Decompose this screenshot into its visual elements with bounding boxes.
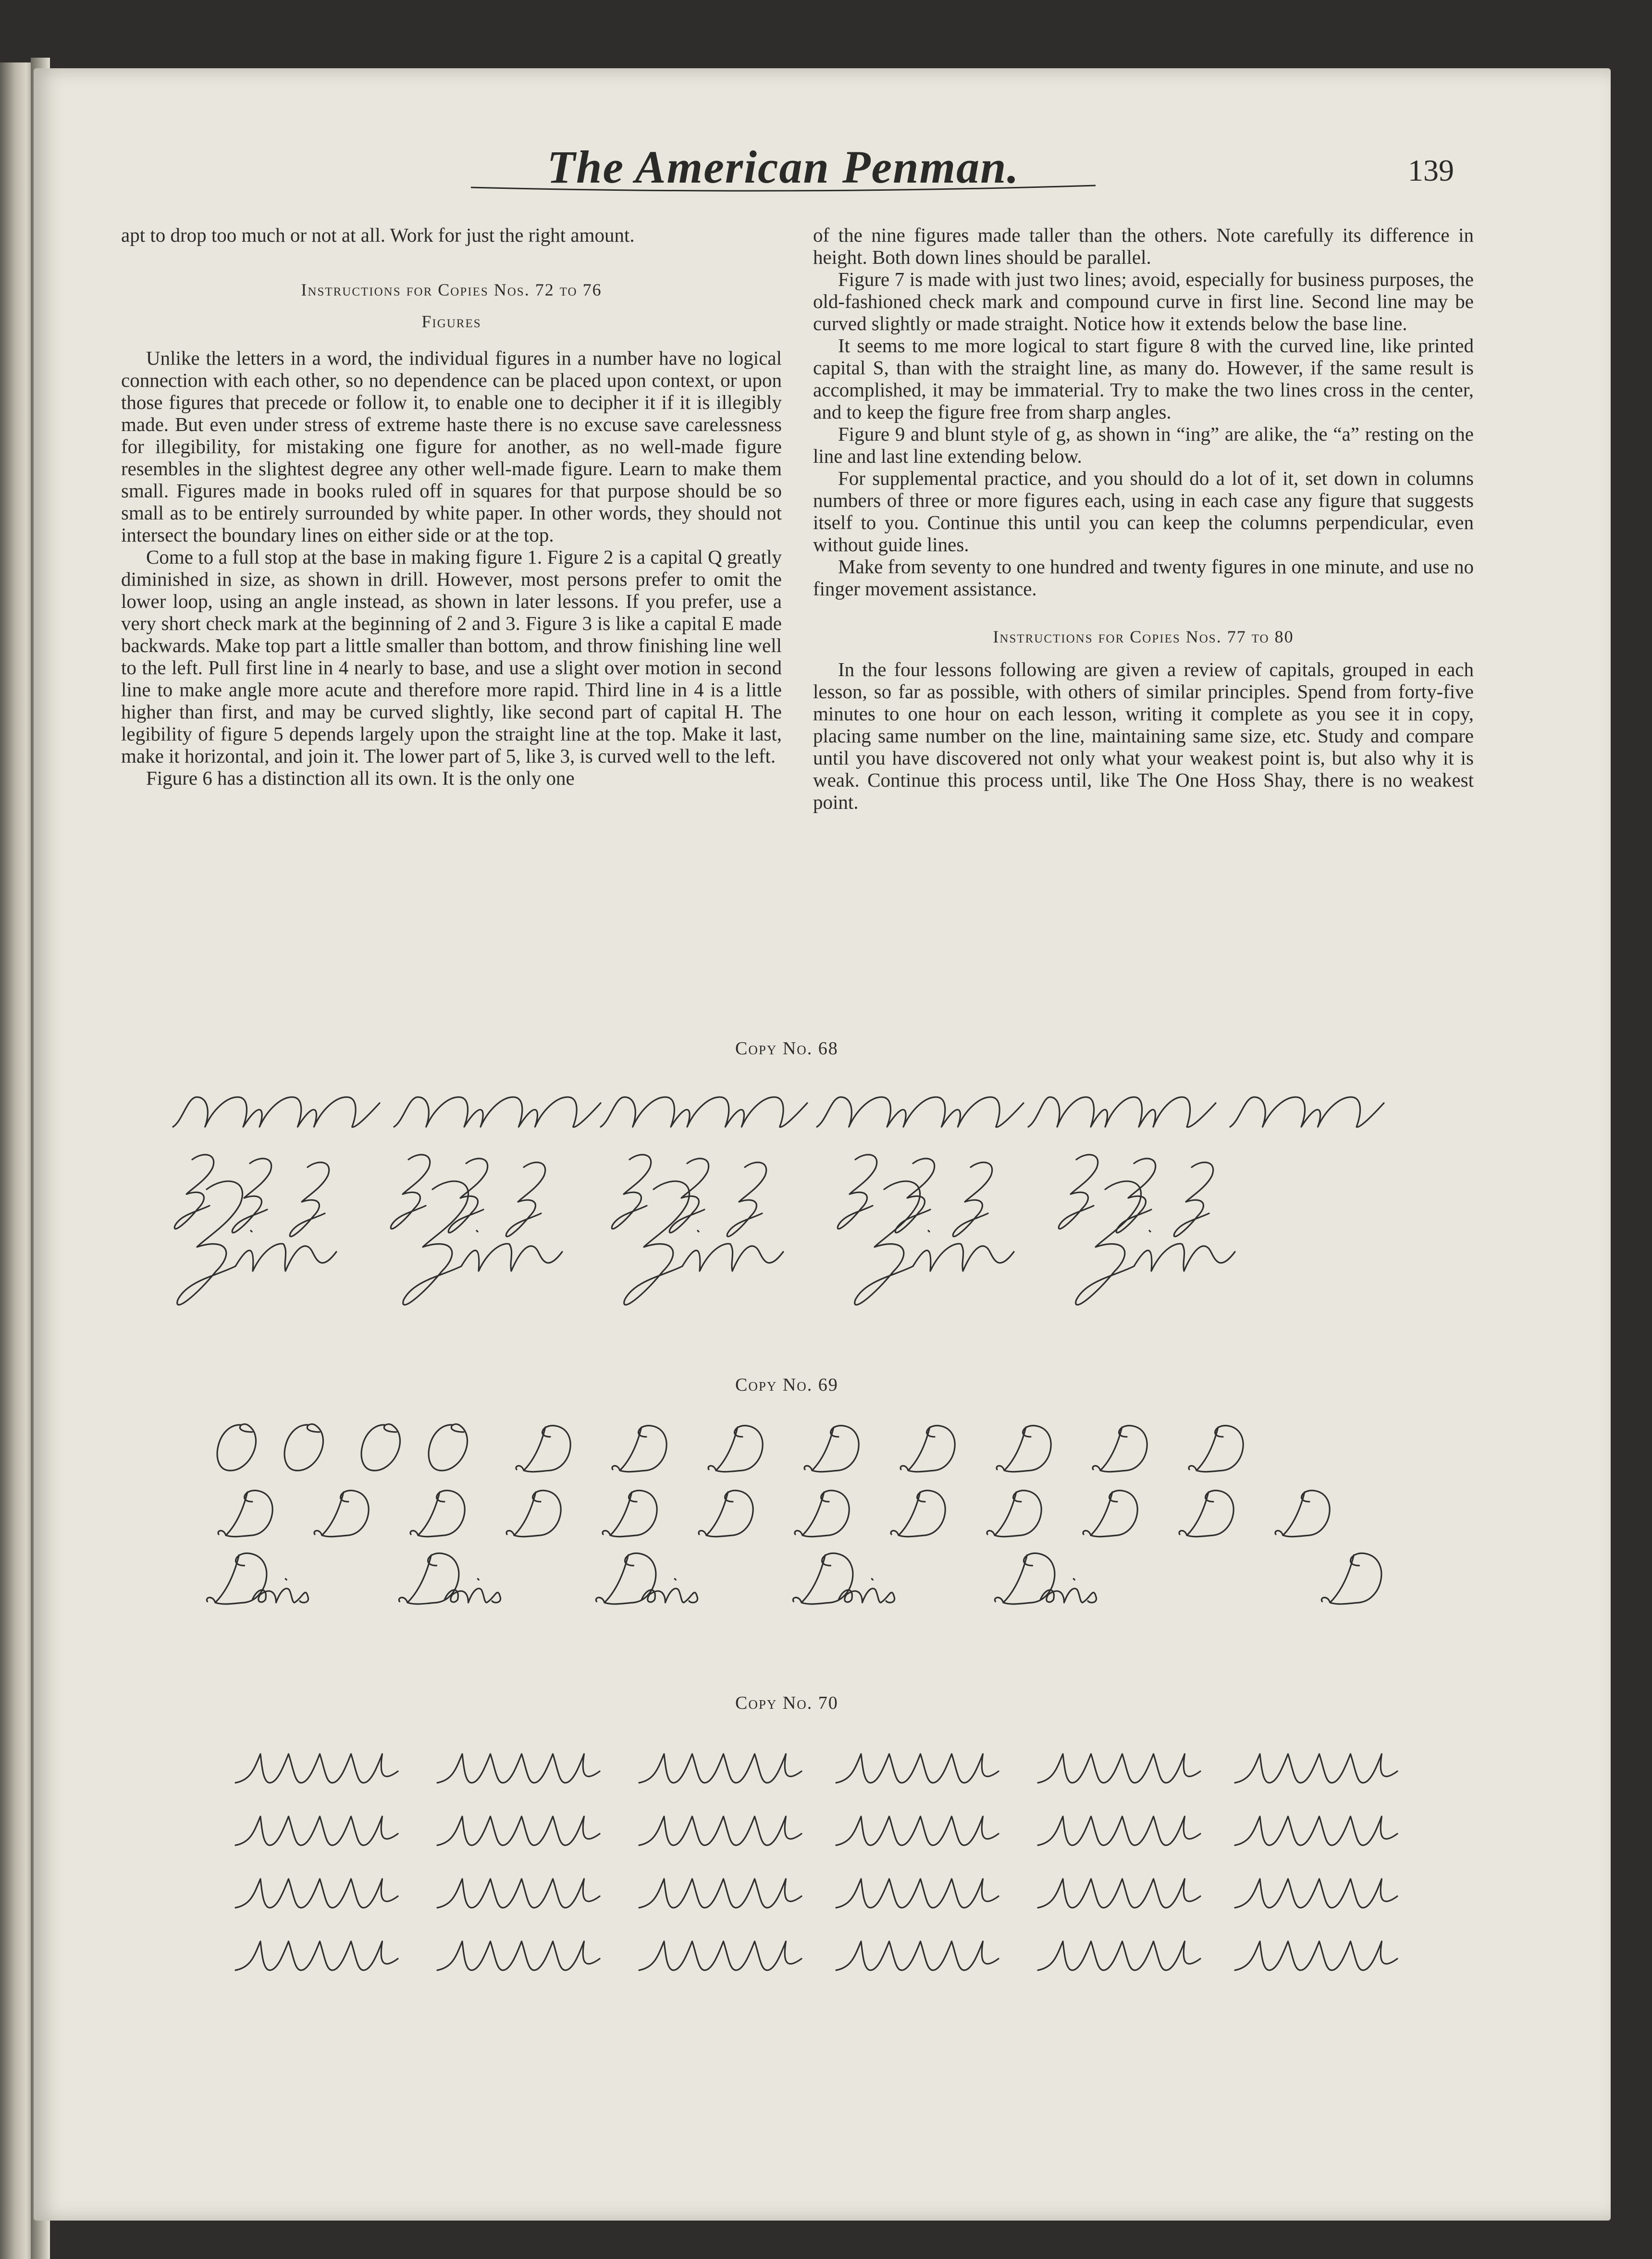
script-capital-o (284, 1424, 323, 1471)
script-capital-z (391, 1155, 430, 1229)
section-subheading: Figures (421, 312, 481, 331)
left-text-column (121, 224, 782, 789)
script-uuu (1235, 1816, 1397, 1845)
section-heading: Instructions for Copies Nos. 77 to 80 (993, 627, 1294, 646)
script-word-doris (995, 1553, 1096, 1604)
script-uuu (1235, 1879, 1397, 1908)
script-capital-d (1083, 1491, 1137, 1537)
script-word-doris (399, 1553, 500, 1604)
copy-68-specimen (163, 1088, 1442, 1314)
script-capital-z (727, 1162, 766, 1236)
script-capital-d (218, 1491, 272, 1537)
script-uuu (1038, 1816, 1200, 1845)
paragraph: Figure 7 is made with just two lines; avoid, especially for business purposes, the old-fashioned check mark and compound curve in first line. Second line may be curved slightly or made straight. Notice how it extends below the base line. (813, 268, 1474, 334)
script-capital-d (900, 1426, 955, 1472)
script-mmm (601, 1097, 807, 1127)
copy-label: Copy No. 69 (735, 1375, 838, 1395)
page-number: 139 (1408, 153, 1454, 187)
script-uuu (1235, 1754, 1397, 1783)
copy-69-specimen (207, 1422, 1418, 1624)
script-capital-z (290, 1162, 329, 1236)
script-capital-z (1174, 1162, 1213, 1236)
script-capital-o (217, 1424, 256, 1471)
script-capital-d (1275, 1491, 1330, 1537)
script-uuu (639, 1879, 801, 1908)
script-capital-z (612, 1155, 651, 1229)
script-capital-d (1189, 1426, 1243, 1472)
script-capital-z (838, 1155, 877, 1229)
masthead-text: The American Penman. (547, 143, 1020, 193)
script-capital-d (516, 1426, 570, 1472)
script-uuu (836, 1754, 999, 1783)
script-uuu (235, 1879, 398, 1908)
script-uuu (1235, 1941, 1397, 1970)
script-capital-d (795, 1491, 849, 1537)
script-capital-o (429, 1424, 467, 1471)
script-capital-d (603, 1491, 657, 1537)
script-capital-d (1179, 1491, 1233, 1537)
script-capital-d (612, 1426, 666, 1472)
script-uuu (639, 1816, 801, 1845)
script-uuu (836, 1941, 999, 1970)
script-capital-d (506, 1491, 561, 1537)
script-uuu (235, 1754, 398, 1783)
script-capital-o (361, 1424, 400, 1471)
script-word-doris (596, 1553, 697, 1604)
script-capital-d (410, 1491, 465, 1537)
script-word-zinc (1076, 1181, 1235, 1305)
script-capital-d (314, 1491, 369, 1537)
script-uuu (1038, 1879, 1200, 1908)
script-capital-d (1093, 1426, 1147, 1472)
script-capital-d (997, 1426, 1051, 1472)
script-uuu (1038, 1941, 1200, 1970)
paragraph: of the nine figures made taller than the others. Note carefully its difference in height. Both down lines should be parallel. (813, 224, 1474, 268)
paragraph: Figure 6 has a distinction all its own. It is the only one (146, 767, 575, 789)
masthead-logo (452, 143, 1115, 196)
script-word-zinc (855, 1181, 1014, 1305)
script-uuu (639, 1941, 801, 1970)
script-word-doris (207, 1553, 308, 1604)
paragraph: Unlike the letters in a word, the individual figures in a number have no logical connection with each other, so no dependence can be placed upon context, or upon those figures that precede or follow it, to enable one to decipher it if it is illegibly made. But even under stress of extreme haste there is no excuse save carelessness for illegibility, for mistaking one figure for another, as no well-made figure resembles in the slightest degree any other well-made figure. Learn to make them small. Figures made in books ruled off in squares for that purpose should be so small as to be entirely surrounded by white paper. In other words, they should not intersect the boundary lines on either side or at the top. (121, 347, 782, 546)
copy-70-specimen (226, 1740, 1418, 1999)
intro-paragraph: apt to drop too much or not at all. Work for just the right amount. (121, 224, 635, 246)
script-capital-z (1116, 1159, 1156, 1233)
script-uuu (836, 1816, 999, 1845)
script-mmm (394, 1097, 601, 1127)
script-capital-z (232, 1159, 271, 1233)
script-word-doris (793, 1553, 894, 1604)
paragraph: For supplemental practice, and you should do a lot of it, set down in columns numbers of three or more figures each, using in each case any figure that suggests itself to you. Continue this until you can keep the columns perpendicular, even without guide lines. (813, 467, 1474, 555)
paragraph: Make from seventy to one hundred and twenty figures in one minute, and use no finger movement assistance. (813, 555, 1474, 600)
script-capital-d (699, 1491, 753, 1537)
script-capital-d (1321, 1553, 1381, 1604)
section-heading: Instructions for Copies Nos. 72 to 76 (301, 280, 602, 299)
paragraph: Come to a full stop at the base in making figure 1. Figure 2 is a capital Q greatly diminished in size, as shown in drill. However, most persons prefer to omit the lower loop, using an angle instead, as shown in later lessons. If you prefer, use a very short check mark at the beginning of 2 and 3. Figure 3 is like a capital E made backwards. Make top part a little smaller than bottom, and throw finishing line well to the left. Pull first line in 4 nearly to base, and use a slight over motion in second line to make angle more acute and therefore more rapid. Third line in 4 is a little higher than first, and may be curved slightly, like second part of capital H. The legibility of figure 5 depends largely upon the straight line at the top. Make it last, make it horizontal, and join it. The lower part of 5, like 3, is curved well to the left. (121, 546, 782, 767)
script-capital-d (708, 1426, 763, 1472)
script-uuu (1038, 1754, 1200, 1783)
script-capital-z (895, 1159, 935, 1233)
script-capital-z (174, 1155, 214, 1229)
copy-label: Copy No. 68 (735, 1038, 838, 1059)
script-capital-d (987, 1491, 1041, 1537)
script-word-zinc (403, 1181, 562, 1305)
script-uuu (235, 1941, 398, 1970)
script-uuu (437, 1754, 600, 1783)
right-text-column (813, 224, 1474, 813)
script-uuu (437, 1879, 600, 1908)
script-mmm (1028, 1097, 1216, 1127)
script-capital-z (953, 1162, 992, 1236)
script-capital-z (1059, 1155, 1098, 1229)
paragraph: Figure 9 and blunt style of g, as shown in “ing” are alike, the “a” resting on the line and last line extending below. (813, 423, 1474, 467)
script-uuu (437, 1941, 600, 1970)
script-uuu (235, 1816, 398, 1845)
copy-label: Copy No. 70 (735, 1693, 838, 1713)
script-uuu (437, 1816, 600, 1845)
script-capital-d (804, 1426, 859, 1472)
script-word-zinc (624, 1181, 783, 1305)
script-capital-d (891, 1491, 945, 1537)
paragraph: It seems to me more logical to start figure 8 with the curved line, like printed capital S, than with the straight line, as many do. However, if the same result is accomplished, it may be immaterial. Try to make the two lines cross in the center, and to keep the figure free from sharp angles. (813, 334, 1474, 423)
script-mmm (1230, 1097, 1384, 1127)
script-mmm (817, 1097, 1023, 1127)
script-uuu (836, 1879, 999, 1908)
paragraph: In the four lessons following are given a review of capitals, grouped in each lesson, so far as possible, with others of similar principles. Spend from forty-five minutes to one hour on each lesson, writing it complete as you see it in copy, placing same number on the line, maintaining same size, etc. Study and compare until you have discovered not only what your weakest point is, but also why it is weak. Continue this process until, like The One Hoss Shay, there is no weakest point. (813, 658, 1474, 813)
script-mmm (173, 1097, 380, 1127)
script-capital-z (506, 1162, 545, 1236)
script-uuu (639, 1754, 801, 1783)
